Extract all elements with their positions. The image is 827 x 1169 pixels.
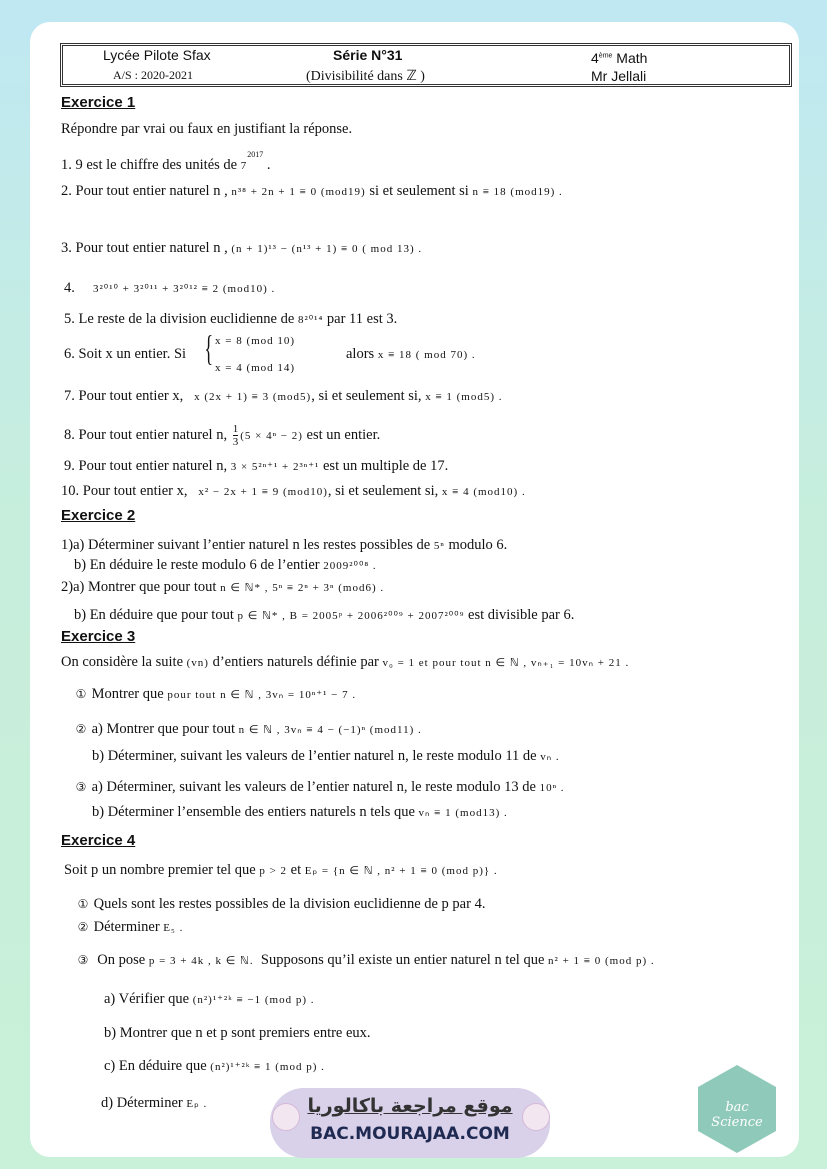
ex4-intro: Soit p un nombre premier tel que p > 2 et Eₚ = {n ∈ ℕ , n² + 1 ≡ 0 (mod p)} . — [64, 862, 498, 878]
ex3-q3a: ③ a) Déterminer, suivant les valeurs de l’entier naturel n, le reste modulo 13 de 10ⁿ . — [75, 779, 565, 795]
bac-science-logo-text: bac Science — [711, 1100, 763, 1130]
ex4-q3d: d) Déterminer Eₚ . — [101, 1095, 208, 1111]
series-title: Série N°31 — [333, 47, 403, 63]
class-label: 4ème Math — [591, 50, 648, 66]
ex1-q4: 4. 3²⁰¹⁰ + 3²⁰¹¹ + 3²⁰¹² ≡ 2 (mod10) . — [64, 280, 276, 296]
ex4-q3c: c) En déduire que (n²)¹⁺²ᵏ ≡ 1 (mod p) . — [104, 1058, 325, 1074]
ex1-q10: 10. Pour tout entier x, x² − 2x + 1 ≡ 9 (mod10), si et seulement si, x ≡ 4 (mod10) . — [61, 483, 526, 499]
ex2-q1a: 1)a) Déterminer suivant l’entier naturel n les restes possibles de 5ⁿ modulo 6. — [61, 537, 508, 553]
ex4-q2: ② Déterminer E₅ . — [77, 919, 184, 935]
ex1-q6-eq1: x = 8 (mod 10) — [215, 335, 296, 347]
ex1-q9: 9. Pour tout entier naturel n, 3 × 5²ⁿ⁺¹ + 2³ⁿ⁺¹ est un multiple de 17. — [64, 458, 449, 474]
exercise-2-title: Exercice 2 — [61, 507, 136, 524]
ex1-q8: 8. Pour tout entier naturel n, $\frac{1}{3}$ (5 × 4ⁿ − 2) est un entier. — [64, 423, 381, 448]
ex3-q3b: b) Déterminer l’ensemble des entiers naturels n tels que vₙ ≡ 1 (mod13) . — [92, 804, 508, 820]
footer-arabic-title[interactable]: موقع مراجعة باكالوريا — [307, 1095, 513, 1117]
ex1-q2: 2. Pour tout entier naturel n , n³⁸ + 2n + 1 ≡ 0 (mod19) si et seulement si n ≡ 18 (mod19) . — [61, 183, 563, 199]
ex4-q3a: a) Vérifier que (n²)¹⁺²ᵏ ≡ −1 (mod p) . — [104, 991, 315, 1007]
ex4-q3b: b) Montrer que n et p sont premiers entre eux. — [104, 1025, 371, 1041]
ex2-q1b: b) En déduire le reste modulo 6 de l’entier 2009²⁰⁰⁸ . — [74, 557, 377, 573]
ex3-q2a: ② a) Montrer que pour tout n ∈ ℕ , 3vₙ ≡ 4 − (−1)ⁿ (mod11) . — [75, 721, 422, 737]
ex1-q7: 7. Pour tout entier x, x (2x + 1) ≡ 3 (mod5), si et seulement si, x ≡ 1 (mod5) . — [64, 388, 503, 404]
exercise-1-title: Exercice 1 — [61, 94, 136, 111]
exercise-3-title: Exercice 3 — [61, 628, 136, 645]
ex1-q6-label: 6. Soit x un entier. Si — [64, 346, 187, 362]
ex1-q5: 5. Le reste de la division euclidienne de 8²⁰¹⁴ par 11 est 3. — [64, 311, 398, 327]
ex1-q6-eq2: x = 4 (mod 14) — [215, 362, 296, 374]
ex2-q2a: 2)a) Montrer que pour tout n ∈ ℕ* , 5ⁿ ≡ 2ⁿ + 3ⁿ (mod6) . — [61, 579, 385, 595]
school-year: A/S : 2020-2021 — [113, 68, 194, 82]
ex3-q1: ① Montrer que pour tout n ∈ ℕ , 3vₙ = 10ⁿ⁺¹ − 7 . — [75, 686, 357, 702]
ex2-q2b: b) En déduire que pour tout p ∈ ℕ* , B = 2005ᵖ + 2006²⁰⁰⁹ + 2007²⁰⁰⁹ est divisible par 6. — [74, 607, 575, 623]
ex1-q6-then: alors x ≡ 18 ( mod 70) . — [346, 346, 476, 362]
ex3-q2b: b) Déterminer, suivant les valeurs de l’entier naturel n, le reste modulo 11 de vₙ . — [92, 748, 560, 764]
ex4-q3: ③ On pose p = 3 + 4k , k ∈ ℕ. Supposons qu’il existe un entier naturel n tel que n² + 1 ≡ 0 (mod p) . — [77, 952, 655, 968]
exercise-4-title: Exercice 4 — [61, 832, 136, 849]
footer-url-link[interactable]: BAC.MOURAJAA.COM — [310, 1124, 510, 1144]
ex1-q1: 1. 9 est le chiffre des unités de $7^{2017}$ . — [61, 150, 271, 173]
ex3-intro: On considère la suite (vn) d’entiers naturels définie par v₀ = 1 et pour tout n ∈ ℕ , vₙ₊₁ = 10vₙ + 21 . — [61, 654, 630, 670]
header-box — [60, 43, 792, 87]
ex4-q1: ① Quels sont les restes possibles de la division euclidienne de p par 4. — [77, 896, 486, 912]
series-subject: (Divisibilité dans ℤ ) — [306, 69, 425, 84]
ex1-intro: Répondre par vrai ou faux en justifiant la réponse. — [61, 121, 353, 137]
ex1-q3: 3. Pour tout entier naturel n , (n + 1)¹³ − (n¹³ + 1) ≡ 0 ( mod 13) . — [61, 240, 423, 256]
teacher-name: Mr Jellali — [591, 68, 647, 84]
document-page — [30, 22, 799, 1157]
school-name: Lycée Pilote Sfax — [103, 47, 211, 63]
system-brace: { — [204, 328, 213, 368]
